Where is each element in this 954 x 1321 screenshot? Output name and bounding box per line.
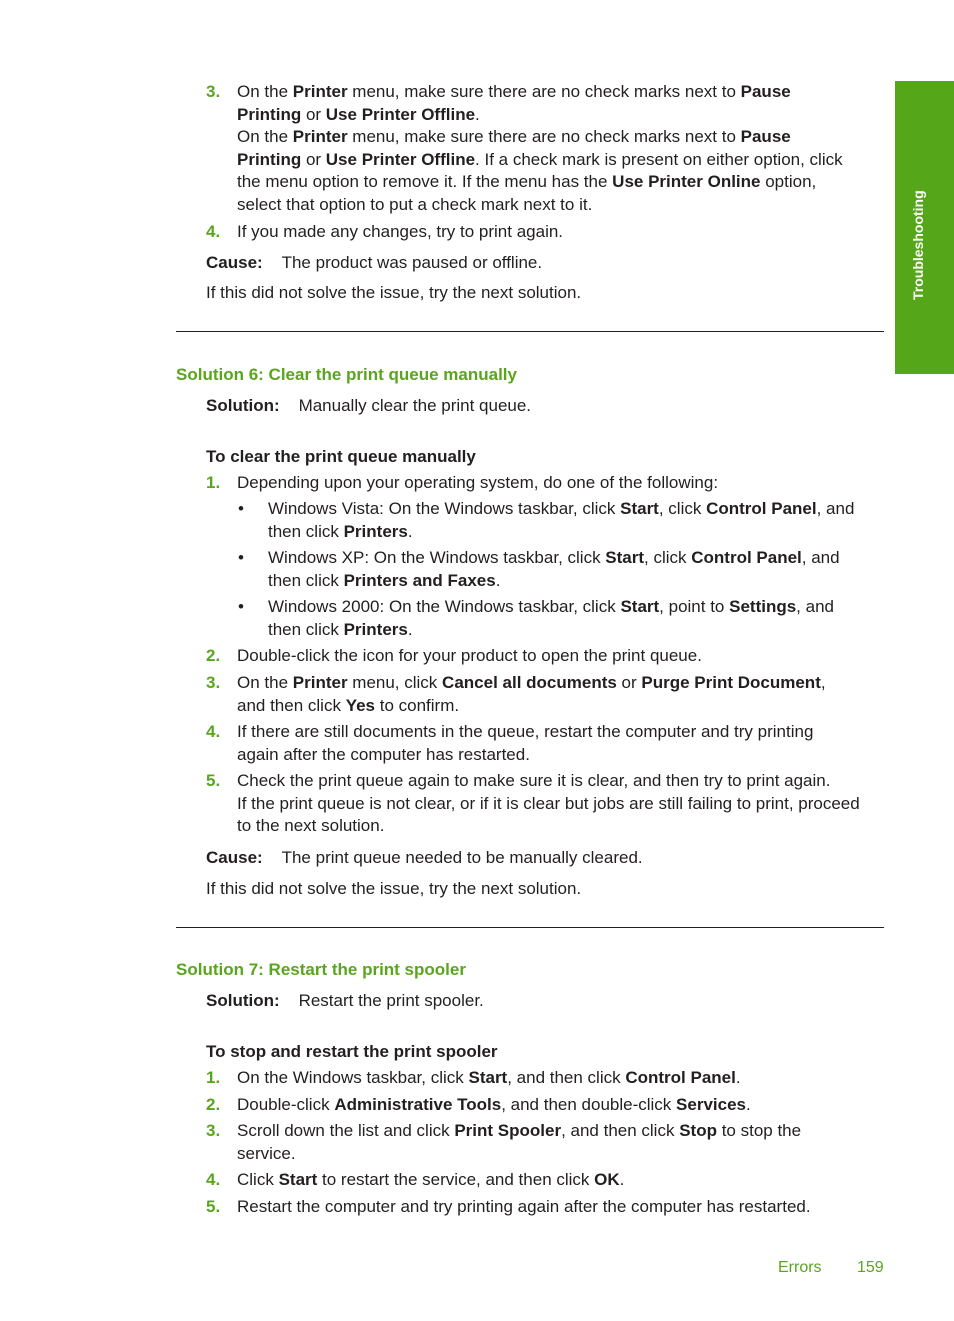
step-number: 3. (206, 1121, 221, 1140)
solution-6-heading: Solution 6: Clear the print queue manually (176, 365, 517, 384)
solution-7-heading: Solution 7: Restart the print spooler (176, 960, 466, 979)
step-text: On the Windows taskbar, click Start, and then click Control Panel. (237, 1068, 741, 1087)
bullet-text: Windows Vista: On the Windows taskbar, click Start, click Control Panel, and then click Printers. (268, 499, 855, 541)
solution-line: Solution: Manually clear the print queue. (206, 396, 532, 415)
step-text: Depending upon your operating system, do one of the following: (237, 473, 719, 492)
cause-line: Cause: The print queue needed to be manually cleared. (206, 848, 643, 867)
bullet: • (238, 499, 244, 518)
step-number: 2. (206, 646, 221, 665)
next-solution-text: If this did not solve the issue, try the next solution. (206, 283, 582, 302)
page-number: 159 (857, 1259, 884, 1276)
bullet-text: Windows 2000: On the Windows taskbar, click Start, point to Settings, and then click Printers. (268, 597, 834, 639)
step-text: Double-click the icon for your product to open the print queue. (237, 646, 702, 665)
step-number: 3. (206, 82, 221, 101)
step-number: 4. (206, 222, 221, 241)
step-text: Scroll down the list and click Print Spooler, and then click Stop to stop the service. (237, 1121, 802, 1163)
bullet-text: Windows XP: On the Windows taskbar, click Start, click Control Panel, and then click Printers and Faxes. (268, 548, 840, 590)
step-text: On the Printer menu, make sure there are no check marks next to Pause Printing or Use Printer Offline. On the Printer menu, make sure there are no check marks next to Pause Printing or Use Printer Offline. If a check mark is present on either option, click the menu option to remove it. If the menu has the Use Printer Online option, select that option to put a check mark next to it. (237, 82, 843, 214)
step-number: 5. (206, 1197, 221, 1216)
solution-line: Solution: Restart the print spooler. (206, 991, 484, 1010)
step-text: On the Printer menu, click Cancel all documents or Purge Print Document, and then click Yes to confirm. (237, 673, 826, 715)
cause-line: Cause: The product was paused or offline. (206, 253, 543, 272)
procedure-heading: To stop and restart the print spooler (206, 1042, 498, 1061)
step-text: If you made any changes, try to print again. (237, 222, 564, 241)
step-text: Double-click Administrative Tools, and then double-click Services. (237, 1095, 751, 1114)
next-solution-text: If this did not solve the issue, try the next solution. (206, 879, 582, 898)
step-number: 1. (206, 1068, 221, 1087)
section-divider (176, 927, 884, 928)
step-number: 5. (206, 771, 221, 790)
step-text: Restart the computer and try printing again after the computer has restarted. (237, 1197, 811, 1216)
step-number: 1. (206, 473, 221, 492)
bullet: • (238, 548, 244, 567)
bullet: • (238, 597, 244, 616)
footer-section-name: Errors (778, 1259, 822, 1276)
step-number: 2. (206, 1095, 221, 1114)
step-number: 4. (206, 722, 221, 741)
step-text: Click Start to restart the service, and then click OK. (237, 1170, 625, 1189)
step-text: Check the print queue again to make sure it is clear, and then try to print again. If the print queue is not clear, or if it is clear but jobs are still failing to print, proceed to the next solution. (237, 771, 860, 835)
side-tab-label: Troubleshooting (910, 190, 926, 300)
step-number: 3. (206, 673, 221, 692)
section-divider (176, 331, 884, 332)
procedure-heading: To clear the print queue manually (206, 447, 476, 466)
step-number: 4. (206, 1170, 221, 1189)
step-text: If there are still documents in the queue, restart the computer and try printing again after the computer has restarted. (237, 722, 814, 764)
